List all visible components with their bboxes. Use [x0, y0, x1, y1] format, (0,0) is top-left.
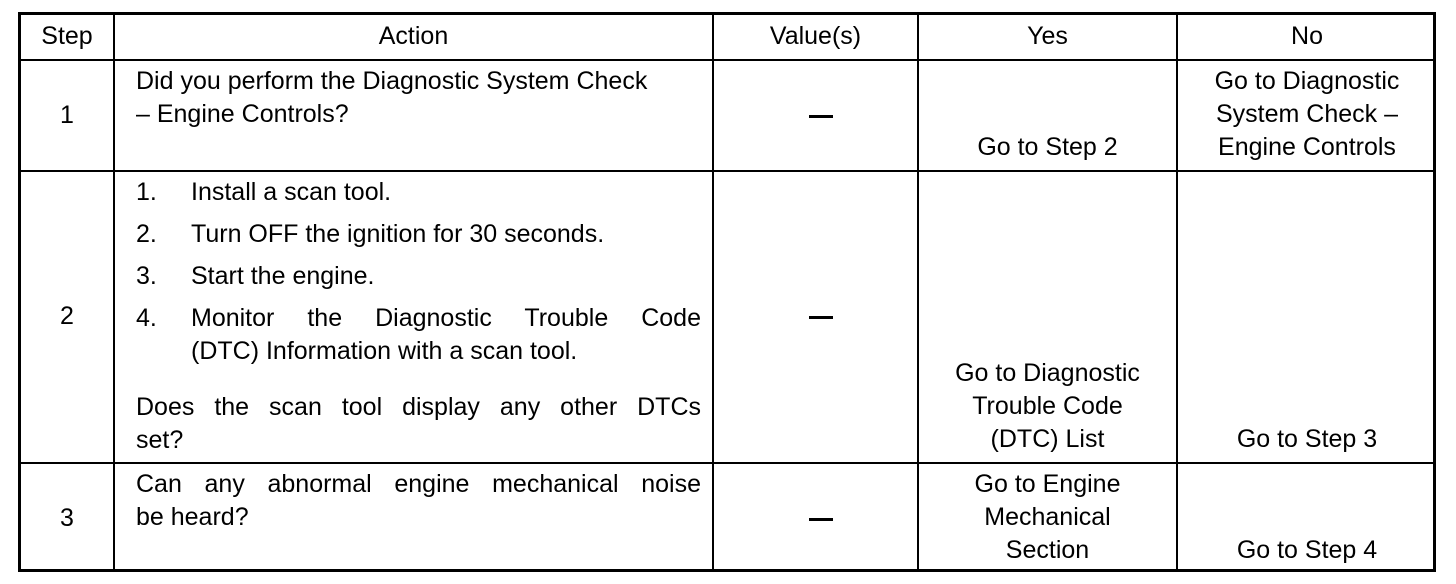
- row3-values-dash: [809, 518, 833, 521]
- row3-action-line: Can any abnormal engine mechanical noise: [136, 470, 701, 498]
- row3-yes-line: Go to Engine: [974, 470, 1121, 498]
- row3-yes-line: Mechanical: [984, 503, 1111, 531]
- row1-values-dash: [809, 115, 833, 118]
- row2-question-line: Does the scan tool display any other DTCs: [136, 393, 701, 421]
- row1-yes: Go to Step 2: [977, 133, 1118, 161]
- row-divider: [21, 462, 1433, 464]
- list-number: 4.: [136, 304, 157, 332]
- diagnostic-table: [18, 12, 1436, 572]
- row-divider: [21, 170, 1433, 172]
- row1-step: 1: [60, 101, 74, 129]
- col-divider: [113, 15, 115, 569]
- row2-yes-line: Go to Diagnostic: [955, 359, 1140, 387]
- header-action: Action: [378, 22, 449, 50]
- header-no: No: [1291, 22, 1323, 50]
- header-values: Value(s): [769, 22, 862, 50]
- row2-step: 2: [60, 302, 74, 330]
- list-item-text: (DTC) Information with a scan tool.: [191, 337, 578, 365]
- list-item-text: Turn OFF the ignition for 30 seconds.: [191, 220, 605, 248]
- row1-no-line: System Check –: [1215, 100, 1398, 128]
- row1-action-line: – Engine Controls?: [136, 100, 349, 128]
- list-item-text: Start the engine.: [191, 262, 375, 290]
- list-number: 1.: [136, 178, 157, 206]
- row2-no: Go to Step 3: [1236, 425, 1378, 453]
- row2-yes-line: Trouble Code: [972, 392, 1123, 420]
- header-step: Step: [41, 22, 93, 50]
- list-item-text: Monitor the Diagnostic Trouble Code: [191, 304, 701, 332]
- header-yes: Yes: [1027, 22, 1068, 50]
- row1-action-line: Did you perform the Diagnostic System Check: [136, 67, 648, 95]
- row1-no-line: Go to Diagnostic: [1214, 67, 1400, 95]
- row2-yes-line: (DTC) List: [990, 425, 1105, 453]
- list-number: 3.: [136, 262, 157, 290]
- list-item-text: Install a scan tool.: [191, 178, 392, 206]
- row3-no: Go to Step 4: [1236, 536, 1378, 564]
- row2-question-line: set?: [136, 426, 184, 454]
- row-divider: [21, 59, 1433, 61]
- row3-yes-line: Section: [1005, 536, 1090, 564]
- list-number: 2.: [136, 220, 157, 248]
- row3-action-line: be heard?: [136, 503, 249, 531]
- row2-values-dash: [809, 316, 833, 319]
- row1-no-line: Engine Controls: [1218, 133, 1396, 161]
- row3-step: 3: [60, 504, 74, 532]
